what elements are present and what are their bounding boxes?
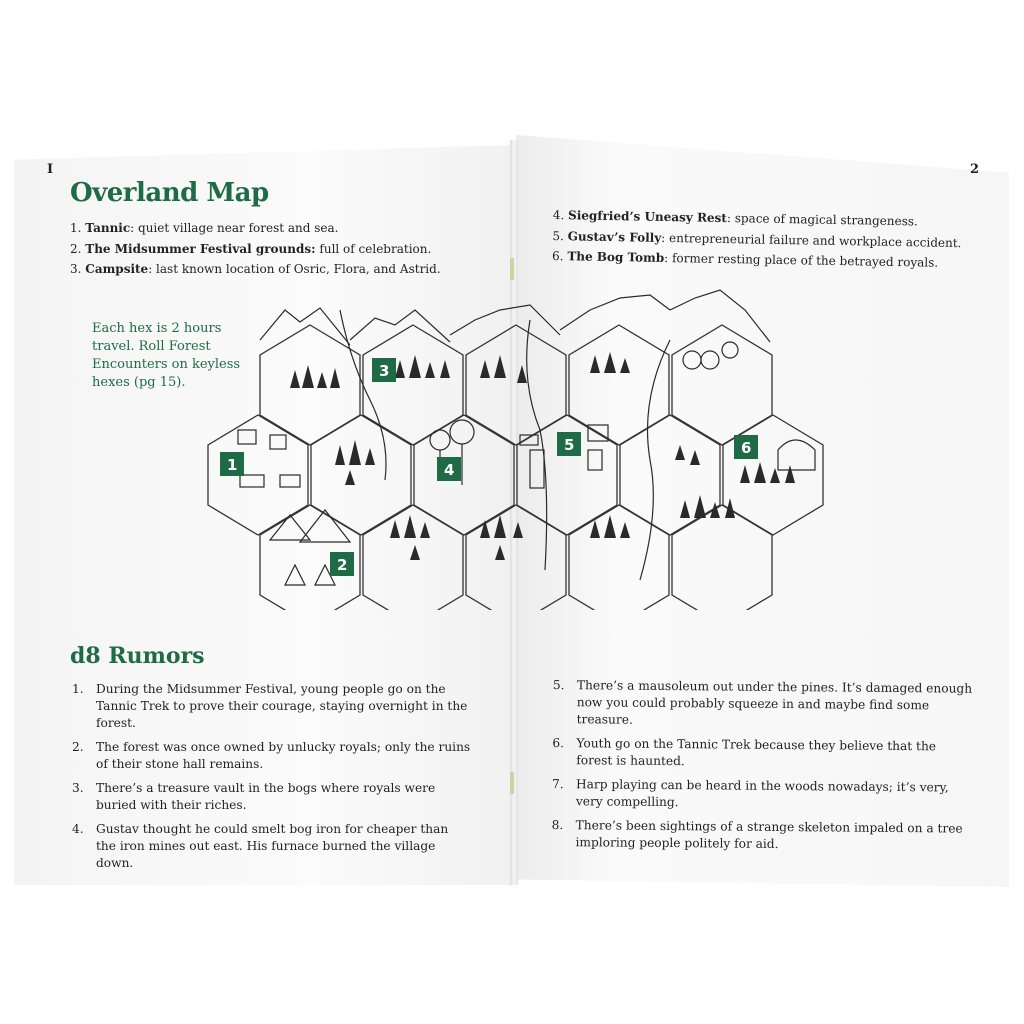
- key-number: 3.: [70, 262, 82, 276]
- svg-text:6: 6: [741, 439, 752, 457]
- rumor-text: Gustav thought he could smelt bog iron for cheaper than the iron mines out east. His furnace burned the village down.: [96, 822, 449, 870]
- rumor-text: Youth go on the Tannic Trek because they believe that the forest is haunted.: [576, 736, 937, 769]
- key-description: : quiet village near forest and sea.: [130, 221, 339, 235]
- map-marker-1: [220, 452, 244, 476]
- map-marker-3: [372, 358, 396, 382]
- key-name: Tannic: [85, 221, 131, 235]
- map-key-item: [70, 218, 441, 239]
- key-description: : entrepreneurial failure and workplace accident.: [661, 230, 962, 250]
- rumors-list-left: [72, 681, 472, 879]
- landmark-sketches: [238, 342, 815, 585]
- key-name: Siegfried’s Uneasy Rest: [567, 208, 728, 226]
- right-page-number: 2: [970, 162, 980, 177]
- key-description: : former resting place of the betrayed royals.: [664, 250, 939, 270]
- hex-map: [200, 280, 830, 610]
- key-name: Campsite: [85, 262, 149, 276]
- key-number: 6.: [551, 248, 564, 264]
- svg-text:5: 5: [564, 436, 575, 454]
- rumor-text: Harp playing can be heard in the woods nowadays; it’s very, very compelling.: [575, 777, 949, 810]
- key-number: 4.: [552, 207, 565, 223]
- key-number: 5.: [552, 228, 565, 243]
- svg-text:2: 2: [337, 556, 348, 574]
- rumor-item: [72, 739, 472, 773]
- mountains: [260, 290, 770, 345]
- key-number: 1.: [70, 221, 82, 235]
- rumor-item: [72, 681, 472, 732]
- map-key-list-right: [552, 205, 962, 274]
- rumor-number: 7.: [552, 776, 564, 792]
- key-name: Gustav’s Folly: [567, 228, 662, 245]
- map-marker-6: [734, 435, 758, 459]
- rumor-item: [72, 780, 472, 814]
- map-marker-4: [437, 457, 461, 481]
- key-description: full of celebration.: [315, 241, 432, 256]
- rumor-item: [72, 821, 472, 872]
- rumor-text: There’s a mausoleum out under the pines. It’s damaged enough now you could probably squeeze in and maybe find some treasure.: [576, 678, 973, 727]
- map-key-item: [70, 239, 441, 260]
- rumor-number: 3.: [72, 781, 84, 795]
- svg-text:1: 1: [227, 456, 238, 474]
- rumor-item: [553, 677, 973, 732]
- key-name: The Bog Tomb: [567, 249, 665, 265]
- rumor-item: [552, 735, 972, 773]
- map-marker-2: [330, 552, 354, 576]
- key-description: : space of magical strangeness.: [726, 211, 918, 229]
- rumor-number: 6.: [552, 735, 565, 751]
- rumor-text: There’s been sightings of a strange skeleton impaled on a tree imploring people politely for aid.: [575, 818, 963, 851]
- staple-top: [510, 258, 514, 280]
- map-marker-5: [557, 432, 581, 456]
- rumors-list-right: [551, 677, 973, 862]
- key-number: 2.: [70, 241, 82, 256]
- rumor-item: [552, 776, 972, 814]
- key-name: The Midsummer Festival grounds:: [85, 241, 316, 256]
- rumor-number: 2.: [72, 740, 84, 754]
- page-title: Overland Map: [70, 178, 269, 208]
- rumor-number: 5.: [552, 677, 565, 693]
- hex-grid: [208, 325, 823, 610]
- rumor-text: The forest was once owned by unlucky royals; only the ruins of their stone hall remains.: [96, 740, 471, 771]
- rumor-text: During the Midsummer Festival, young people go on the Tannic Trek to prove their courage, staying overnight in the forest.: [96, 682, 468, 730]
- rumor-number: 1.: [72, 682, 84, 696]
- staple-bottom: [510, 772, 514, 794]
- rumor-item: [551, 817, 971, 855]
- svg-text:3: 3: [379, 362, 390, 380]
- travel-note: Each hex is 2 hours travel. Roll Forest Encounters on keyless hexes (pg 15).: [92, 321, 241, 390]
- map-key-list-left: [70, 218, 441, 280]
- key-description: : last known location of Osric, Flora, and Astrid.: [148, 262, 441, 276]
- map-key-item: [70, 259, 441, 280]
- svg-text:4: 4: [444, 461, 455, 479]
- rumor-text: There’s a treasure vault in the bogs where royals were buried with their riches.: [96, 781, 436, 812]
- location-markers: [220, 358, 758, 576]
- forest-trees: [290, 352, 795, 560]
- left-page-number: I: [47, 162, 54, 177]
- rumor-number: 4.: [72, 822, 84, 836]
- rumor-number: 8.: [551, 817, 564, 833]
- rumors-heading: d8 Rumors: [70, 643, 205, 669]
